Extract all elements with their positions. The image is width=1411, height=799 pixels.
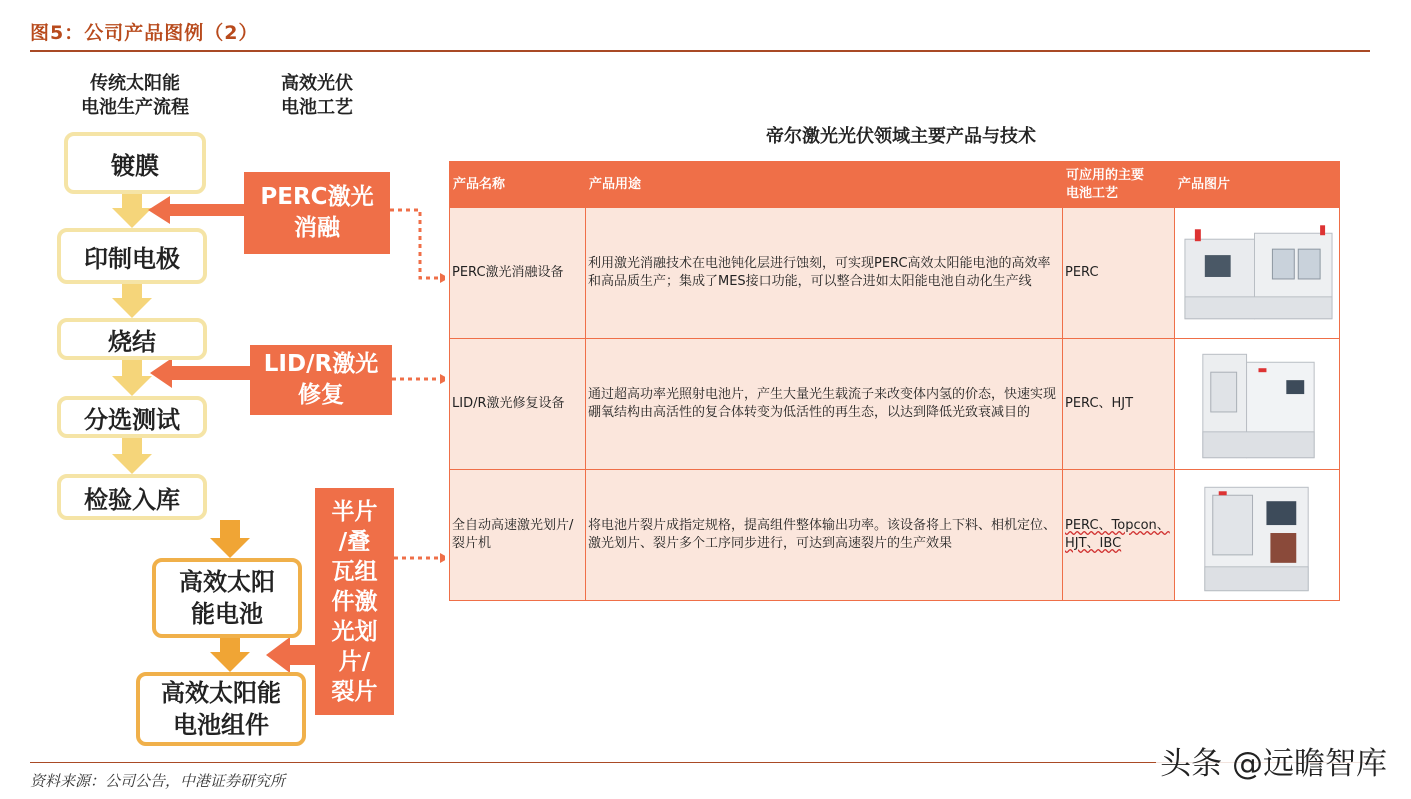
product-table [449,161,1340,601]
cell-process: PERC、HJT [1063,339,1175,470]
connector-1 [390,210,440,278]
arrow-down-6 [210,637,250,672]
process-laser-scribing: 半片 /叠 瓦组 件激 光划 片/ 裂片 [315,488,394,715]
table-row [450,339,1340,470]
lid-machine-image [1175,340,1339,469]
output-high-eff-cell: 高效太阳 能电池 [152,558,302,638]
cell-image [1175,208,1340,339]
arrow-left-2 [150,358,250,388]
scriber-machine-image [1175,471,1339,600]
flow-heading-right: 高效光伏 电池工艺 [281,73,353,118]
step-sorting-test: 分选测试 [57,396,207,438]
step-coating: 镀膜 [64,132,206,194]
flow-heading-left: 传统太阳能 电池生产流程 [81,73,189,118]
arrow-down-2 [112,282,152,318]
process-lid-repair: LID/R激光 修复 [250,345,392,415]
step-sintering: 烧结 [57,318,207,360]
arrow-down-5 [210,520,250,558]
step-inspection: 检验入库 [57,474,207,520]
cell-name: LID/R激光修复设备 [450,339,586,470]
header-product-use: 产品用途 [586,162,1063,208]
cell-image [1175,339,1340,470]
cell-use: 通过超高功率光照射电池片，产生大量光生载流子来改变体内氢的价态，快速实现硼氧结构由高活性的复合体转变为低活性的再生态，以达到降低光致衰减目的 [586,339,1063,470]
connector-heads [440,273,445,563]
arrow-left-1 [148,196,245,224]
arrow-down-3 [112,358,152,396]
header-applicable-process: 可应用的主要 电池工艺 [1063,162,1175,208]
step-print-electrode: 印制电极 [57,228,207,284]
process-perc-ablation: PERC激光 消融 [244,172,390,254]
cell-name: 全自动高速激光划片/裂片机 [450,470,586,601]
source-note: 资料来源：公司公告，中港证券研究所 [30,772,286,790]
header-product-name: 产品名称 [450,162,586,208]
cell-use: 将电池片裂片成指定规格，提高组件整体输出功率。该设备将上下料、相机定位、激光划片、裂片多个工序同步进行，可达到高速裂片的生产效果 [586,470,1063,601]
table-header-row [450,162,1340,208]
arrow-down-1 [112,193,152,228]
cell-process: PERC [1063,208,1175,339]
figure-title: 图5：公司产品图例（2） [30,22,259,44]
cell-image [1175,470,1340,601]
perc-machine-image [1175,209,1339,338]
cell-process: PERC、Topcon、HJT、IBC [1063,470,1175,601]
arrow-left-3 [266,637,315,673]
output-high-eff-module: 高效太阳能 电池组件 [136,672,306,746]
cell-use: 利用激光消融技术在电池钝化层进行蚀刻，可实现PERC高效太阳能电池的高效率和高品质生产；集成了MES接口功能，可以整合进如太阳能电池自动化生产线 [586,208,1063,339]
table-title: 帝尔激光光伏领域主要产品与技术 [766,126,1036,147]
watermark: 头条 @远瞻智库 [1156,738,1391,783]
header-product-image: 产品图片 [1175,162,1340,208]
dotted-connectors [390,210,440,558]
connector-head-1 [440,273,445,283]
connector-head-2 [440,374,445,384]
connector-head-3 [440,553,445,563]
cell-name: PERC激光消融设备 [450,208,586,339]
arrow-down-4 [112,436,152,474]
table-row [450,470,1340,601]
table-row [450,208,1340,339]
